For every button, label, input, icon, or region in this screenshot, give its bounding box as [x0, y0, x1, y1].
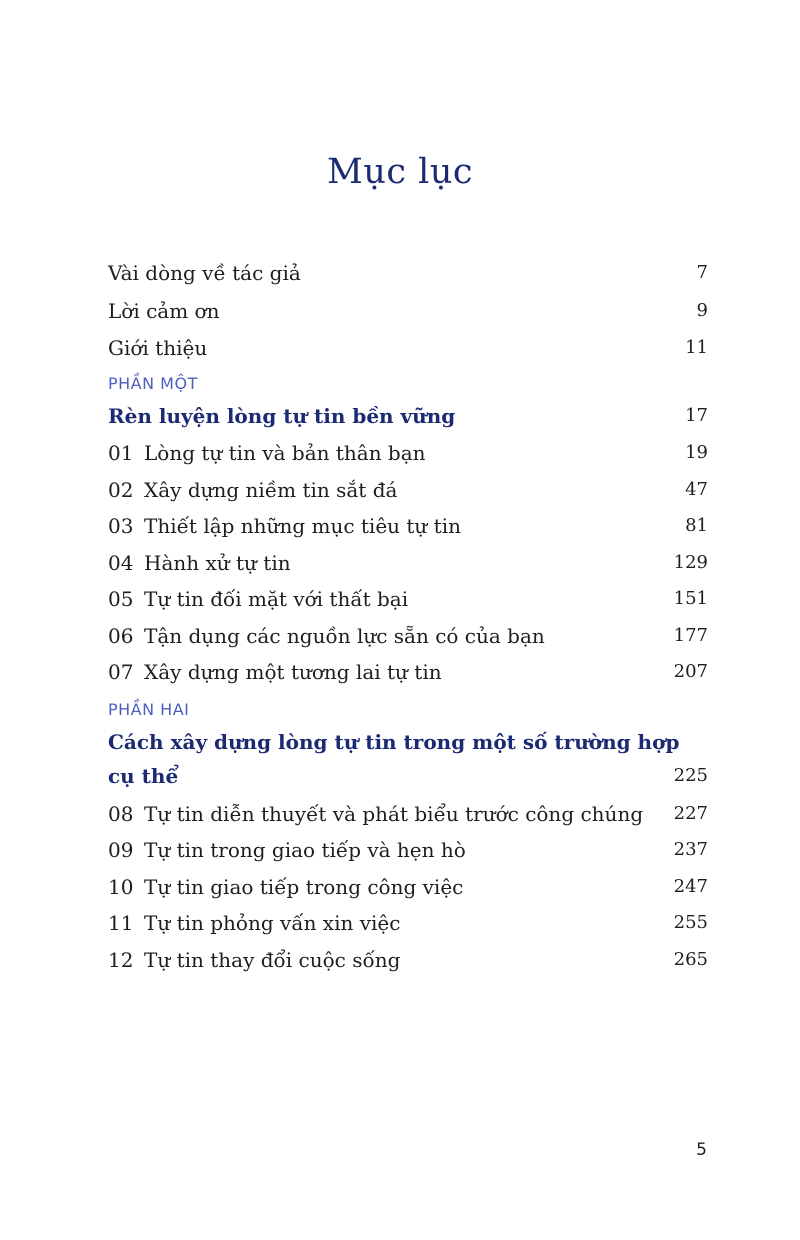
toc-page-number: 17: [685, 405, 708, 426]
toc-page-number: 129: [673, 552, 708, 573]
toc-page-number: 81: [685, 515, 708, 536]
toc-page-number: 19: [685, 442, 708, 463]
toc-page-number: 151: [673, 588, 708, 609]
part-one-heading[interactable]: [108, 401, 708, 431]
chapter-number: 12: [108, 948, 134, 972]
part-two-heading-line2[interactable]: [108, 761, 708, 791]
chapter-number: 02: [108, 478, 134, 502]
toc-page-number: 11: [685, 337, 708, 358]
toc-chapter[interactable]: [108, 511, 708, 541]
toc-chapter[interactable]: [108, 835, 708, 865]
toc-entry-label: Lời cảm ơn: [108, 299, 220, 323]
part-one-label: PHẦN MỘT: [108, 374, 198, 393]
part-two-label: PHẦN HAI: [108, 700, 190, 719]
toc-entry-label: Vài dòng về tác giả: [108, 261, 301, 285]
toc-chapter[interactable]: [108, 475, 708, 505]
chapter-number: 08: [108, 802, 134, 826]
toc-page-number: 255: [673, 912, 708, 933]
chapter-title: Hành xử tự tin: [144, 551, 291, 575]
toc-chapter[interactable]: [108, 872, 708, 902]
chapter-title: Xây dựng niềm tin sắt đá: [144, 478, 398, 502]
chapter-title: Thiết lập những mục tiêu tự tin: [144, 514, 461, 538]
chapter-title: Tự tin thay đổi cuộc sống: [144, 948, 401, 972]
chapter-title: Tự tin đối mặt với thất bại: [144, 587, 409, 611]
chapter-number: 06: [108, 624, 134, 648]
chapter-title: Tận dụng các nguồn lực sẵn có của bạn: [144, 624, 545, 648]
toc-chapter[interactable]: [108, 438, 708, 468]
part-one-heading-text: Rèn luyện lòng tự tin bền vững: [108, 404, 456, 428]
toc-page-number: 177: [673, 625, 708, 646]
page-title: Mục lục: [327, 152, 473, 192]
chapter-number: 05: [108, 587, 134, 611]
toc-page-number: 247: [673, 876, 708, 897]
toc-page-number: 227: [673, 803, 708, 824]
page-number: 5: [696, 1140, 707, 1160]
chapter-title: Tự tin giao tiếp trong công việc: [144, 875, 464, 899]
part-two-heading-line1[interactable]: [108, 727, 708, 757]
chapter-number: 07: [108, 660, 134, 684]
toc-entry-author-note[interactable]: [108, 258, 708, 288]
toc-page-number: 225: [673, 765, 708, 786]
toc-page-number: 265: [673, 949, 708, 970]
toc-page-number: 47: [685, 479, 708, 500]
chapter-number: 09: [108, 838, 134, 862]
chapter-title: Xây dựng một tương lai tự tin: [144, 660, 442, 684]
chapter-title: Tự tin phỏng vấn xin việc: [144, 911, 401, 935]
toc-page-number: 237: [673, 839, 708, 860]
toc-chapter[interactable]: [108, 945, 708, 975]
part-two-heading-text: Cách xây dựng lòng tự tin trong một số trường hợp: [108, 730, 680, 754]
toc-page-number: 7: [696, 262, 708, 283]
toc-chapter[interactable]: [108, 621, 708, 651]
chapter-number: 04: [108, 551, 134, 575]
toc-page-number: 9: [696, 300, 708, 321]
toc-chapter[interactable]: [108, 584, 708, 614]
chapter-number: 11: [108, 911, 134, 935]
toc-chapter[interactable]: [108, 908, 708, 938]
chapter-number: 10: [108, 875, 134, 899]
chapter-title: Lòng tự tin và bản thân bạn: [144, 441, 426, 465]
toc-page-number: 207: [673, 661, 708, 682]
toc-chapter[interactable]: [108, 548, 708, 578]
toc-entry-introduction[interactable]: [108, 333, 708, 363]
chapter-number: 01: [108, 441, 134, 465]
toc-entry-acknowledgements[interactable]: [108, 296, 708, 326]
toc-chapter[interactable]: [108, 799, 708, 829]
chapter-number: 03: [108, 514, 134, 538]
chapter-title: Tự tin diễn thuyết và phát biểu trước công chúng: [144, 802, 644, 826]
toc-entry-label: Giới thiệu: [108, 336, 208, 360]
toc-chapter[interactable]: [108, 657, 708, 687]
part-two-heading-text: cụ thể: [108, 764, 179, 788]
chapter-title: Tự tin trong giao tiếp và hẹn hò: [144, 838, 466, 862]
